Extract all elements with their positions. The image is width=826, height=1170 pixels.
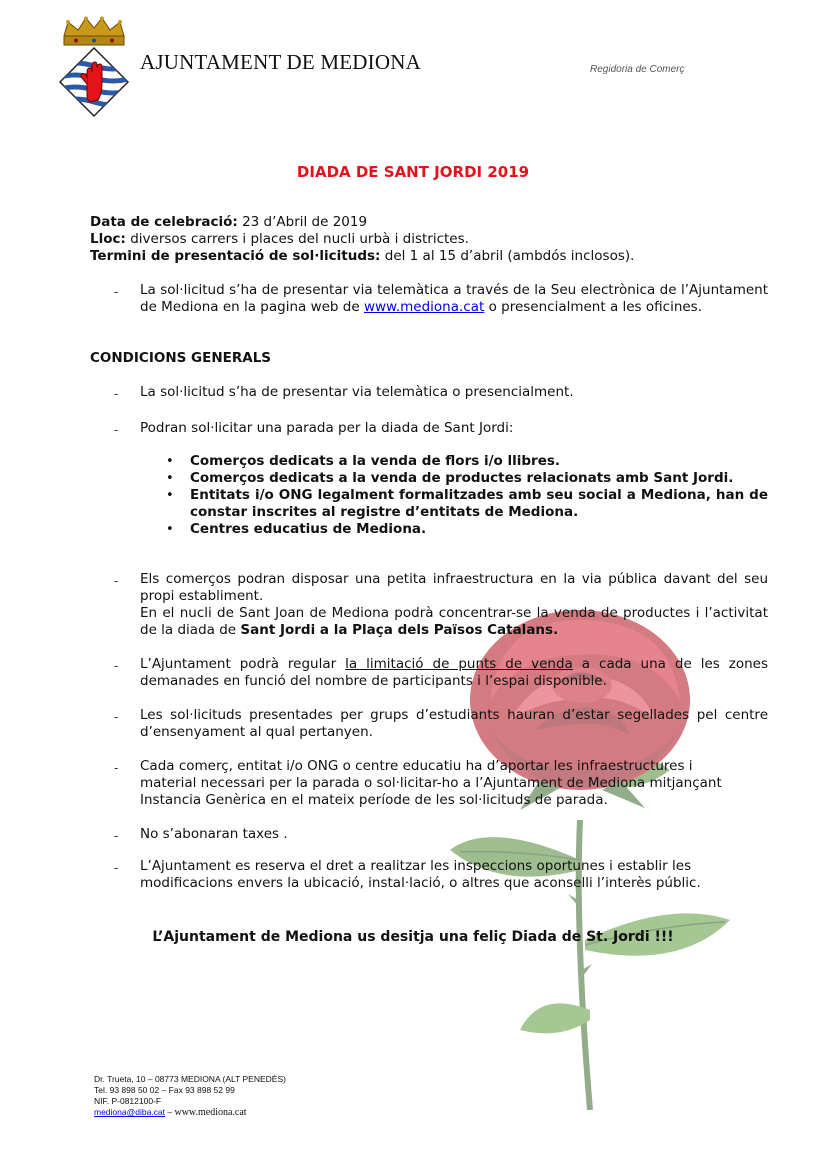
footer-address: Dr. Trueta, 10 – 08773 MEDIONA (ALT PENEDÈS)	[94, 1074, 286, 1084]
dash-bullet: -	[114, 710, 119, 724]
deadline-label: Termini de presentació de sol·licituds:	[90, 248, 381, 264]
submission-paragraph	[140, 282, 768, 316]
dash-bullet: -	[114, 861, 119, 875]
condition-item-6: Cada comerç, entitat i/o ONG o centre educatiu ha d’aportar les infraestructures i material necessari per la parada o sol·licitar-ho a l’Ajuntament de Mediona mitjançant Instancia Genèrica en el mateix període de les sol·licituds de parada.	[140, 758, 722, 808]
submission-text-before: La sol·licitud s’ha de presentar via telemàtica a través de la Seu electrònica de l’Ajuntament de Mediona en la pagina web de	[140, 282, 768, 315]
footer-separator: –	[165, 1107, 175, 1117]
condition-item-5: Les sol·licituds presentades per grups d’estudiants hauran d’estar segellades pel centre d’ensenyament al qual pertanyen.	[140, 707, 768, 740]
condition-item-1: La sol·licitud s’ha de presentar via telemàtica o presencialment.	[140, 384, 574, 400]
place-value: diversos carrers i places del nucli urbà i districtes.	[125, 231, 469, 247]
condition-item-4	[140, 656, 768, 690]
organization-name: AJUNTAMENT DE MEDIONA	[140, 50, 421, 74]
website-link[interactable]: www.mediona.cat	[363, 299, 485, 315]
celebration-date-label: Data de celebració:	[90, 214, 238, 230]
dash-bullet: -	[114, 574, 119, 588]
condition-item-2: Podran sol·licitar una parada per la diada de Sant Jordi:	[140, 420, 514, 436]
condition-item-7: No s’abonaran taxes .	[140, 826, 288, 842]
bullet-dot: •	[166, 454, 174, 469]
footer-website: www.mediona.cat	[174, 1107, 247, 1118]
footer-contact	[94, 1107, 247, 1118]
condition-item-3-part-a: Els comerços podran disposar una petita infraestructura en la via pública davant del seu propi establiment.	[140, 571, 768, 604]
condition-item-3-part-b-text: En el nucli de Sant Joan de Mediona podrà concentrar-se la venda de productes i l’activitat de la diada de	[140, 605, 768, 638]
condition-item-4-before: L’Ajuntament podrà regular	[140, 656, 346, 672]
bullet-dot: •	[166, 522, 174, 537]
celebration-date-value: 23 d’Abril de 2019	[237, 214, 368, 230]
footer-email-link[interactable]: mediona@diba.cat	[94, 1107, 166, 1117]
bullet-dot: •	[166, 471, 174, 486]
dash-bullet: -	[114, 285, 119, 299]
bullet-dot: •	[166, 488, 174, 503]
eligible-item-4: Centres educatius de Mediona.	[190, 521, 427, 537]
conditions-heading: CONDICIONS GENERALS	[90, 350, 272, 366]
deadline-value: del 1 al 15 d’abril (ambdós inclosos).	[380, 248, 635, 264]
footer-phone: Tel. 93 898 50 02 – Fax 93 898 52 99	[94, 1085, 235, 1095]
dash-bullet: -	[114, 423, 119, 437]
condition-item-4-underlined: la limitació de punts de venda	[345, 656, 573, 672]
eligible-item-3: Entitats i/o ONG legalment formalitzades amb seu social a Mediona, han de constar inscrites al registre d’entitats de Mediona.	[190, 487, 768, 520]
condition-item-3	[140, 571, 768, 639]
condition-item-4-after: a cada una de les zones demanades en funció del nombre de participants i l’espai disponible.	[140, 656, 769, 689]
condition-item-3-location: Sant Jordi a la Plaça dels Països Catalans.	[240, 622, 559, 638]
dash-bullet: -	[114, 387, 119, 401]
place-label: Lloc:	[90, 231, 126, 247]
dash-bullet: -	[114, 829, 119, 843]
submission-text-after: o presencialment a les oficines.	[484, 299, 703, 315]
dash-bullet: -	[114, 659, 119, 673]
document-title: DIADA DE SANT JORDI 2019	[296, 163, 530, 181]
department-label: Regidoria de Comerç	[590, 64, 685, 75]
coat-of-arms-logo	[56, 16, 132, 120]
eligible-item-2: Comerços dedicats a la venda de productes relacionats amb Sant Jordi.	[190, 470, 734, 486]
place-line	[90, 231, 469, 248]
dash-bullet: -	[114, 761, 119, 775]
condition-item-3-part-b	[140, 605, 768, 639]
condition-item-8: L’Ajuntament es reserva el dret a realitzar les inspeccions oportunes i establir les modificacions envers la ubicació, instal·lació, o altres que aconselli l’interès públic.	[140, 858, 701, 891]
eligible-item-1: Comerços dedicats a la venda de flors i/o llibres.	[190, 453, 561, 469]
footer-nif: NIF. P-0812100-F	[94, 1096, 162, 1106]
celebration-date-line	[90, 214, 367, 231]
deadline-line	[90, 248, 634, 265]
closing-message: L’Ajuntament de Mediona us desitja una feliç Diada de St. Jordi !!!	[152, 929, 674, 945]
